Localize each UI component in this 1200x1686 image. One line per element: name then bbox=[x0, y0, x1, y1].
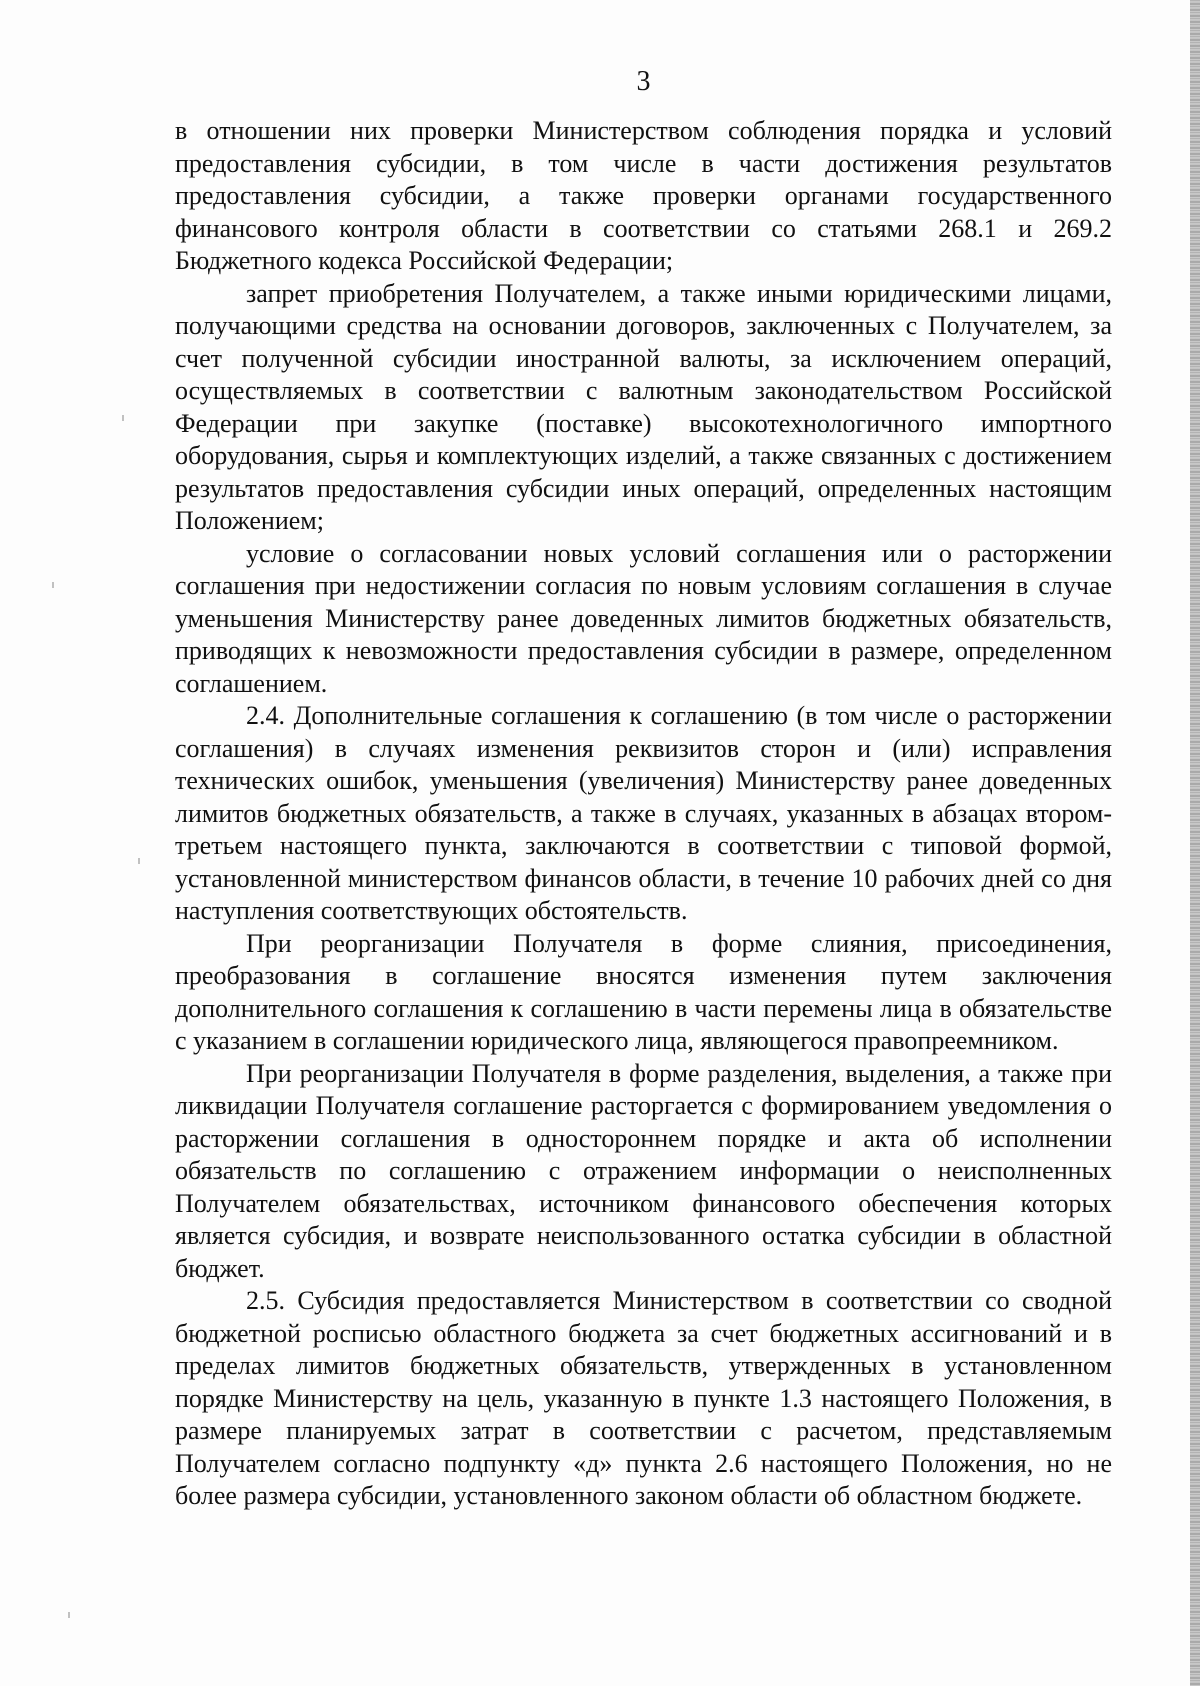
paragraph-7: 2.5. Субсидия предоставляется Министерством в соответствии со сводной бюджетной росписью областного бюджета за счет бюджетных ассигнований и в пределах лимитов бюджетных обязательств, утвержденных в установленном порядке Министерству на цель, указанную в пункте 1.3 настоящего Положения, в размере планируемых затрат в соответствии с расчетом, представляемым Получателем согласно подпункту «д» пункта 2.6 настоящего Положения, но не более размера субсидии, установленного законом области об областном бюджете. bbox=[175, 1286, 1112, 1510]
scan-speck bbox=[52, 582, 54, 588]
paragraph-2: запрет приобретения Получателем, а также иными юридическими лицами, получающими средства на основании договоров, заключенных с Получателем, за счет полученной субсидии иностранной валюты, за исключением операций, осуществляемых в соответствии с валютным законодательством Российской Федерации при закупке (поставке) высокотехнологичного импортного оборудования, сырья и комплектующих изделий, а также связанных с достижением результатов предоставления субсидии иных операций, определенных настоящим Положением; bbox=[175, 278, 1112, 535]
paragraph-1: в отношении них проверки Министерством соблюдения порядка и условий предоставления субсидии, в том числе в части достижения результатов предоставления субсидии, а также проверки органами государственного финансового контроля области в соответствии со статьями 268.1 и 269.2 Бюджетного кодекса Российской Федерации; bbox=[175, 116, 1112, 275]
paragraph-4: 2.4. Дополнительные соглашения к соглашению (в том числе о расторжении соглашения) в случаях изменения реквизитов сторон и (или) исправления технических ошибок, уменьшения (увеличения) Министерству ранее доведенных лимитов бюджетных обязательств, а также в случаях, указанных в абзацах втором-третьем настоящего пункта, заключаются в соответствии с типовой формой, установленной министерством финансов области, в течение 10 рабочих дней со дня наступления соответствующих обстоятельств. bbox=[175, 701, 1112, 925]
page-number: 3 bbox=[636, 66, 651, 97]
paragraph-5: При реорганизации Получателя в форме слияния, присоединения, преобразования в соглашение вносятся изменения путем заключения дополнительного соглашения к соглашению в части перемены лица в обязательстве с указанием в соглашении юридического лица, являющегося правопреемником. bbox=[175, 928, 1112, 1055]
scan-speck bbox=[138, 858, 140, 864]
scan-speck bbox=[68, 1612, 70, 1618]
scan-edge bbox=[1190, 0, 1200, 1686]
paragraph-6: При реорганизации Получателя в форме разделения, выделения, а также при ликвидации Получателя соглашение расторгается с формированием уведомления о расторжении соглашения в одностороннем порядке и акта об исполнении обязательств по соглашению с отражением информации о неисполненных Получателем обязательствах, источником финансового обеспечения которых является субсидия, и возврате неиспользованного остатка субсидии в областной бюджет. bbox=[175, 1058, 1112, 1283]
scan-speck bbox=[122, 415, 124, 421]
document-body bbox=[175, 115, 1112, 1513]
paragraph-3: условие о согласовании новых условий соглашения или о расторжении соглашения при недостижении согласия по новым условиям соглашения в случае уменьшения Министерству ранее доведенных лимитов бюджетных обязательств, приводящих к невозможности предоставления субсидии в размере, определенном соглашением. bbox=[175, 538, 1112, 698]
